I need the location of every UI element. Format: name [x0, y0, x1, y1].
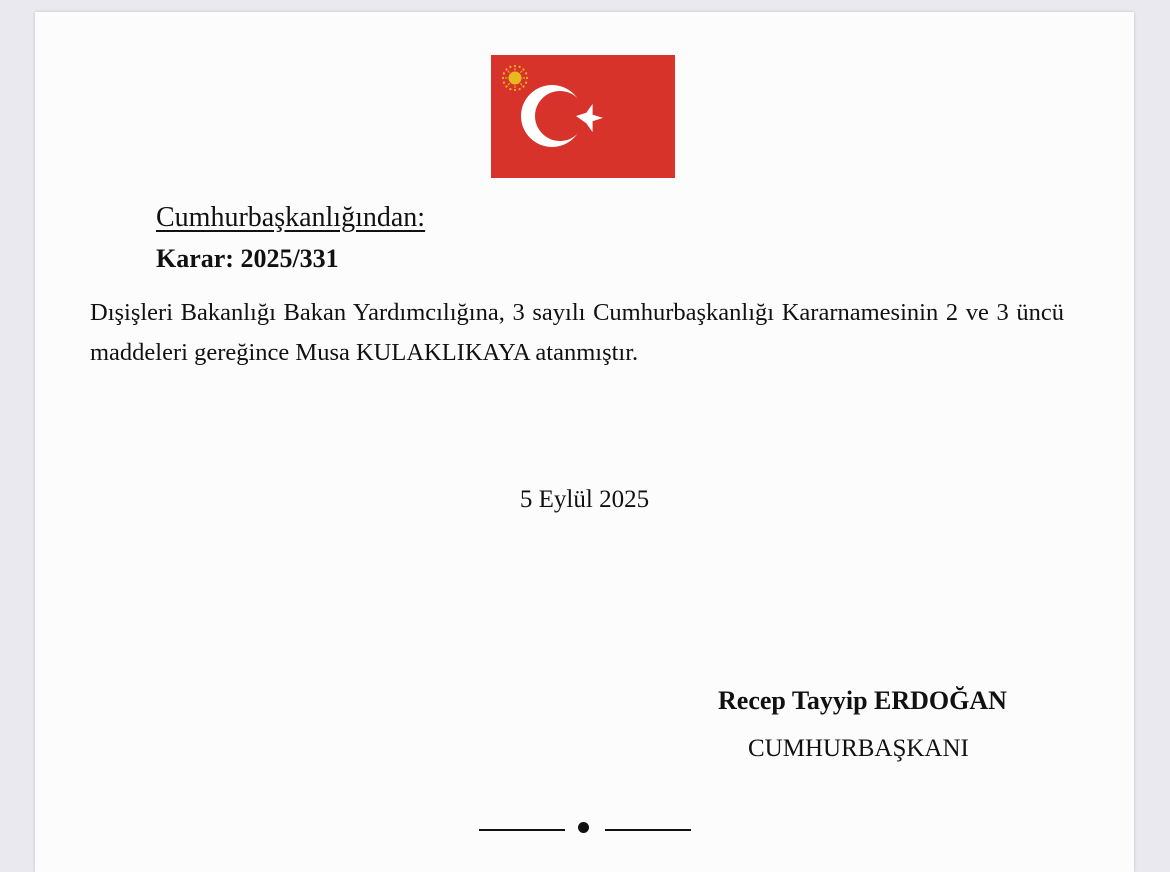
decision-date: 5 Eylül 2025 [519, 486, 650, 513]
issuer-heading: Cumhurbaşkanlığından: [156, 202, 426, 233]
document-page [35, 12, 1134, 872]
divider-dot-icon [578, 822, 589, 833]
decision-number: Karar: 2025/331 [156, 244, 339, 273]
end-divider [479, 818, 691, 836]
decision-body-text: Dışişleri Bakanlığı Bakan Yardımcılığına, 3 sayılı Cumhurbaşkanlığı Kararnamesinin 2 ve 3 üncü maddeleri gereğince Musa KULAKLIKAYA atanmıştır. [90, 299, 1064, 366]
divider-line-left [479, 829, 565, 831]
signatory-title: CUMHURBAŞKANI [748, 735, 969, 762]
signatory-name: Recep Tayyip ERDOĞAN [718, 686, 1007, 715]
divider-line-right [605, 829, 691, 831]
presidential-flag-icon [491, 55, 675, 178]
